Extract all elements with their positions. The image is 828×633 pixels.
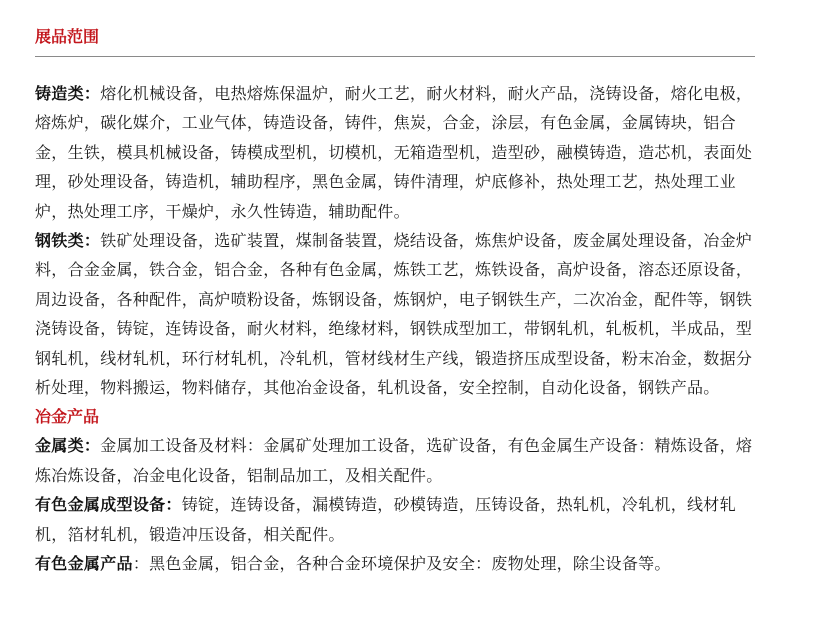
nonferrous-products-label: 有色金属产品	[35, 554, 133, 574]
steel-text: 铁矿处理设备，选矿装置，煤制备装置，烧结设备，炼焦炉设备，废金属处理设备，冶金炉料，合金金属，铁合金，铝合金，各种有色金属，炼铁工艺，炼铁设备，高炉设备，溶态还原设备，周边设备，各种配件，高炉喷粉设备，炼钢设备，炼钢炉，电子钢铁生产，二次冶金，配件等，钢铁浇铸设备，铸锭，连铸设备，耐火材料，绝缘材料，钢铁成型加工，带钢轧机，轧板机，半成品，型钢轧机，线材轧机，环行材轧机，冷轧机，管材线材生产线，锻造挤压成型设备，粉末冶金，数据分析处理，物料搬运，物料储存，其他冶金设备，轧机设备，安全控制，自动化设备，钢铁产品。	[35, 231, 753, 398]
casting-paragraph	[35, 79, 755, 226]
metal-label: 金属类：	[35, 436, 101, 456]
casting-label: 铸造类：	[35, 84, 101, 103]
casting-text: 熔化机械设备，电热熔炼保温炉，耐火工艺，耐火材料，耐火产品，浇铸设备，熔化电极，熔炼炉，碳化媒介，工业气体，铸造设备，铸件，焦炭，合金，涂层，有色金属，金属铸块，铝合金，生铁，模具机械设备，铸模成型机，切模机，无箱造型机，造型砂，融模铸造，造芯机，表面处理，砂处理设备，铸造机，辅助程序，黑色金属，铸件清理，炉底修补，热处理工艺，热处理工业炉，热处理工序，干燥炉，永久性铸造，辅助配件。	[35, 84, 753, 221]
title-divider	[35, 56, 755, 57]
metallurgy-heading: 冶金产品	[35, 407, 100, 427]
steel-label: 钢铁类：	[35, 231, 101, 251]
steel-paragraph	[35, 226, 755, 402]
nonferrous-products-paragraph	[35, 549, 755, 578]
nonferrous-forming-text: 铸锭，连铸设备，漏模铸造，砂模铸造，压铸设备，热轧机，冷轧机，线材轧机，箔材轧机，锻造冲压设备，相关配件。	[35, 495, 736, 544]
exhibit-scope-article	[35, 26, 755, 579]
metal-paragraph	[35, 431, 755, 490]
nonferrous-forming-label: 有色金属成型设备：	[35, 495, 182, 515]
nonferrous-products-text: ：黑色金属，铝合金，各种合金环境保护及安全：废物处理，除尘设备等。	[132, 554, 671, 574]
section-title: 展品范围	[35, 27, 100, 46]
metal-text: 金属加工设备及材料：金属矿处理加工设备，选矿设备，有色金属生产设备：精炼设备，熔炼冶炼设备，冶金电化设备，铝制品加工，及相关配件。	[35, 436, 753, 485]
nonferrous-forming-paragraph	[35, 490, 755, 549]
